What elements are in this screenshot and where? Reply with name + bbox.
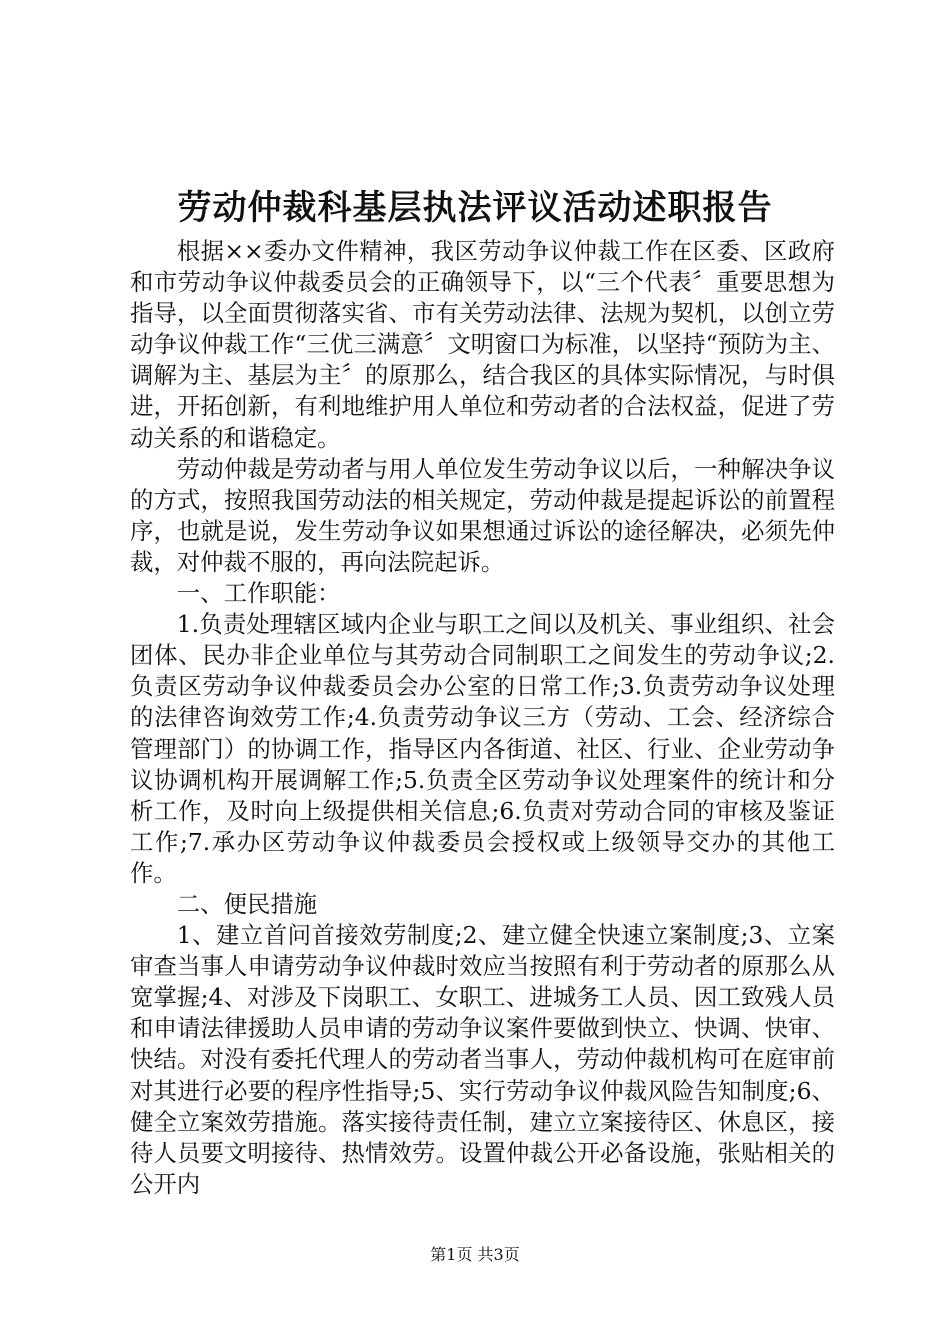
section-heading-measures: 二、便民措施 [176,889,318,918]
document-body [130,236,835,1200]
measures-paragraph: 1、建立首问首接效劳制度;2、建立健全快速立案制度;3、立案审查当事人申请劳动争议仲裁时效应当按照有利于劳动者的原那么从宽掌握;4、对涉及下岗职工、女职工、进城务工人员、因工致残人员和申请法律援助人员申请的劳动争议案件要做到快立、快调、快审、快结。对没有委托代理人的劳动者当事人，劳动仲裁机构可在庭审前对其进行必要的程序性指导;5、实行劳动争议仲裁风险告知制度;6、健全立案效劳措施。落实接待责任制，建立立案接待区、休息区，接待人员要文明接待、热情效劳。设置仲裁公开必备设施，张贴相关的公开内 [130,921,835,1198]
definition-paragraph: 劳动仲裁是劳动者与用人单位发生劳动争议以后，一种解决争议的方式，按照我国劳动法的相关规定，劳动仲裁是提起诉讼的前置程序，也就是说，发生劳动争议如果想通过诉讼的途径解决，必须先仲裁，对仲裁不服的，再向法院起诉。 [130,454,835,576]
section-heading-duties: 一、工作职能： [176,579,341,608]
document-title: 劳动仲裁科基层执法评议活动述职报告 [177,188,773,228]
page-footer: 第1页 共3页 [430,1245,520,1264]
duties-paragraph: 1.负责处理辖区域内企业与职工之间以及机关、事业组织、社会团体、民办非企业单位与其劳动合同制职工之间发生的劳动争议;2.负责区劳动争议仲裁委员会办公室的日常工作;3.负责劳动争议处理的法律咨询效劳工作;4.负责劳动争议三方（劳动、工会、经济综合管理部门）的协调工作，指导区内各街道、社区、行业、企业劳动争议协调机构开展调解工作;5.负责全区劳动争议处理案件的统计和分析工作，及时向上级提供相关信息;6.负责对劳动合同的审核及鉴证工作;7.承办区劳动争议仲裁委员会授权或上级领导交办的其他工作。 [130,610,835,887]
intro-paragraph: 根据××委办文件精神，我区劳动争议仲裁工作在区委、区政府和市劳动争议仲裁委员会的正确领导下，以“三个代表〞重要思想为指导，以全面贯彻落实省、市有关劳动法律、法规为契机，以创立劳动争议仲裁工作“三优三满意〞文明窗口为标准，以坚持“预防为主、调解为主、基层为主〞的原那么，结合我区的具体实际情况，与时俱进，开拓创新，有利地维护用人单位和劳动者的合法权益，促进了劳动关系的和谐稳定。 [130,237,835,452]
